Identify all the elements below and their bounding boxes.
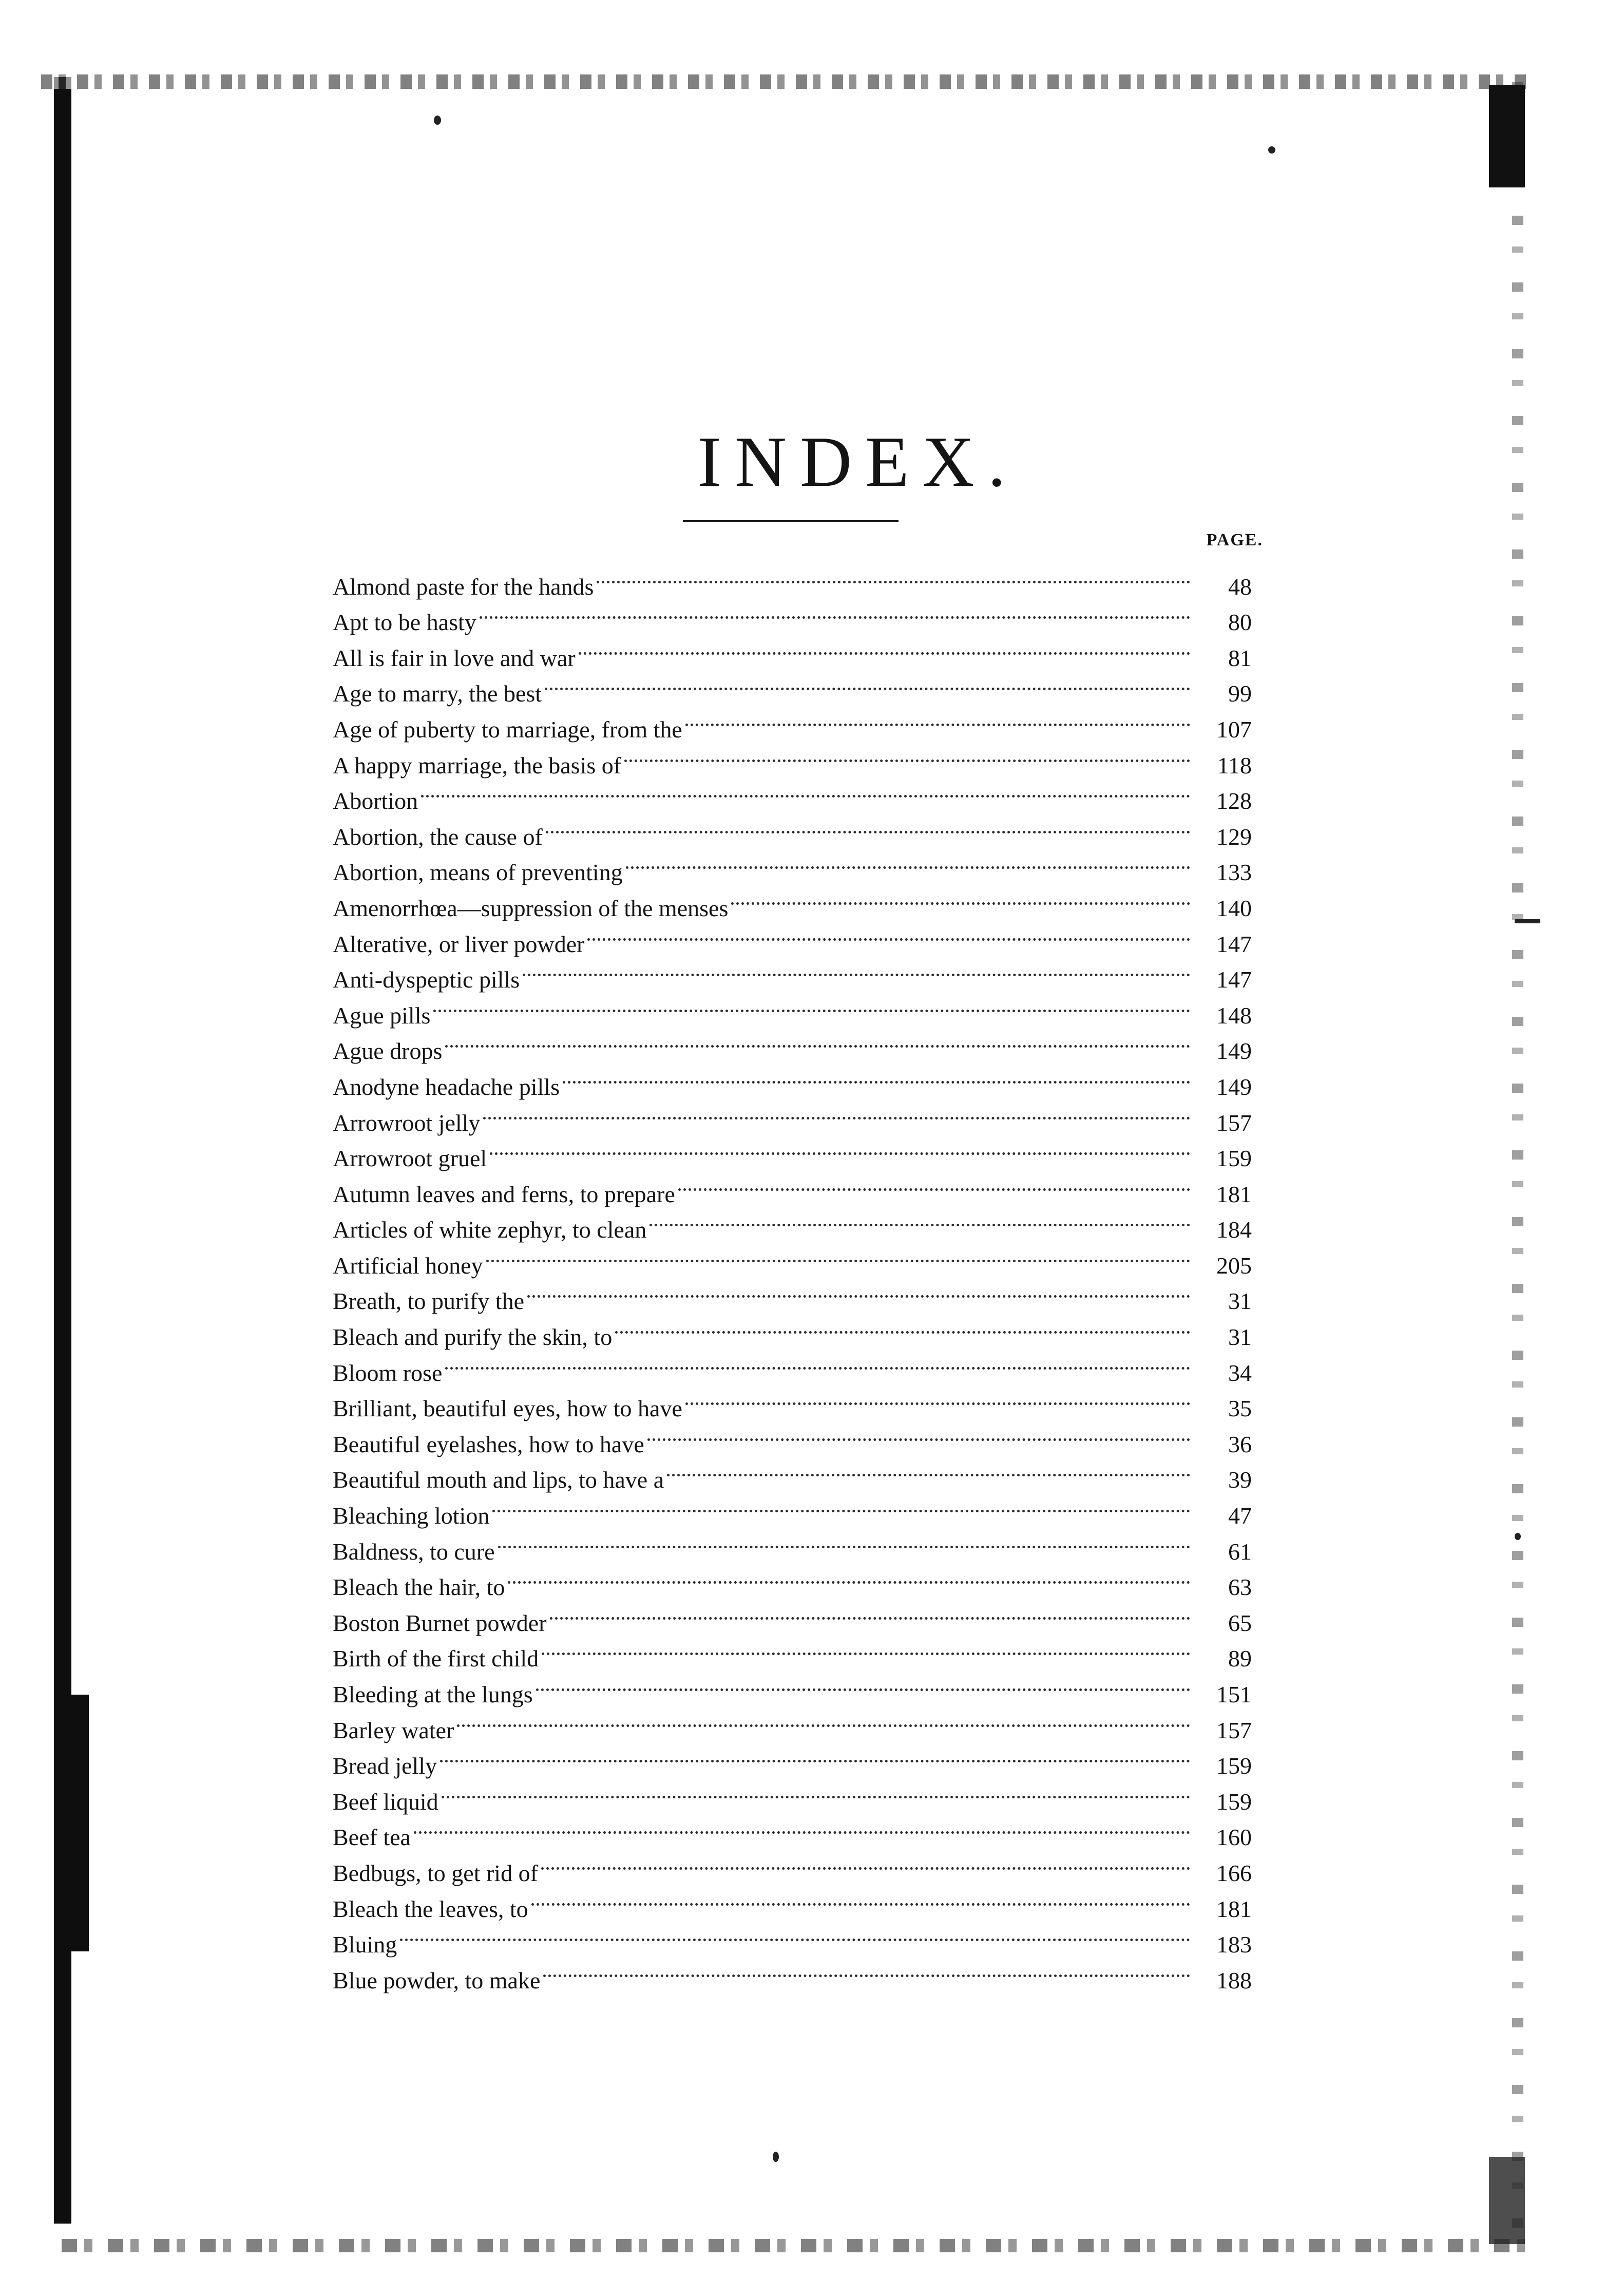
dot-leader — [626, 845, 1190, 881]
dot-leader — [445, 1023, 1190, 1059]
dot-leader — [678, 1166, 1190, 1202]
index-entry-page: 47 — [1228, 1503, 1252, 1529]
dot-leader — [498, 1524, 1190, 1560]
dot-leader — [508, 1560, 1190, 1596]
index-entry — [333, 1023, 1252, 1065]
index-entry — [333, 559, 1252, 600]
index-entry-label: Boston Burnet powder — [333, 1605, 550, 1641]
index-entry-label: Bleach and purify the skin, to — [333, 1319, 615, 1355]
index-entry-page: 159 — [1216, 1788, 1252, 1815]
index-entry-label: Anodyne headache pills — [333, 1069, 563, 1105]
index-entry — [333, 809, 1252, 850]
index-entry-label: Abortion, the cause of — [333, 819, 546, 855]
index-entry-label: Beef tea — [333, 1819, 414, 1855]
index-entry — [333, 1810, 1252, 1851]
index-entry-page: 89 — [1228, 1645, 1252, 1672]
index-entry-page: 181 — [1216, 1895, 1252, 1922]
dot-leader — [563, 1059, 1190, 1095]
index-entry-page: 36 — [1228, 1431, 1252, 1457]
index-entry-page: 133 — [1216, 859, 1252, 886]
index-entry — [333, 1702, 1252, 1743]
dot-leader — [457, 1702, 1190, 1738]
dot-leader — [400, 1917, 1190, 1953]
dot-leader — [421, 773, 1190, 809]
index-entry — [333, 1952, 1252, 1994]
index-entry-page: 188 — [1216, 1967, 1252, 1994]
index-entry-page: 65 — [1228, 1609, 1252, 1636]
index-entry-page: 48 — [1228, 573, 1252, 600]
index-entry — [333, 773, 1252, 814]
index-entry-page: 183 — [1216, 1931, 1252, 1958]
index-entry-label: Baldness, to cure — [333, 1534, 498, 1570]
dot-leader — [536, 1666, 1190, 1702]
index-entry-page: 39 — [1228, 1467, 1252, 1493]
index-entry-page: 118 — [1217, 752, 1252, 779]
index-entry — [333, 1774, 1252, 1815]
dot-leader — [442, 1774, 1190, 1810]
index-entry-page: 157 — [1216, 1717, 1252, 1743]
left-page-edge-notch — [71, 1695, 89, 1951]
dot-leader — [480, 595, 1190, 631]
index-entry-page: 159 — [1216, 1753, 1252, 1779]
index-entry-label: Breath, to purify the — [333, 1283, 527, 1319]
index-entry-label: Age to marry, the best — [333, 676, 545, 712]
index-entry-page: 205 — [1216, 1252, 1252, 1279]
bottom-page-edge — [62, 2239, 1530, 2252]
index-entry-page: 148 — [1216, 1002, 1252, 1029]
dot-leader — [523, 952, 1190, 988]
scan-speck — [1515, 919, 1540, 923]
index-entry-page: 149 — [1216, 1038, 1252, 1065]
index-entry-label: Beautiful mouth and lips, to have a — [333, 1462, 667, 1498]
dot-leader — [490, 1131, 1190, 1167]
index-entry-page: 63 — [1228, 1574, 1252, 1601]
dot-leader — [543, 1952, 1190, 1988]
index-entry-label: Bleach the leaves, to — [333, 1891, 531, 1927]
dot-leader — [685, 701, 1190, 737]
dot-leader — [546, 809, 1190, 845]
index-entry-label: Bread jelly — [333, 1748, 440, 1784]
index-entry-label: Bedbugs, to get rid of — [333, 1855, 541, 1891]
dot-leader — [550, 1595, 1190, 1631]
index-entry-page: 184 — [1216, 1217, 1252, 1243]
index-entry-label: Almond paste for the hands — [333, 569, 597, 605]
top-right-corner-shadow — [1489, 85, 1525, 187]
index-entry-page: 31 — [1228, 1288, 1252, 1315]
dot-leader — [579, 630, 1190, 666]
index-entry-page: 157 — [1216, 1109, 1252, 1136]
index-entry-page: 147 — [1216, 931, 1252, 957]
dot-leader — [445, 1345, 1190, 1381]
dot-leader — [667, 1452, 1190, 1488]
index-entry-page: 159 — [1216, 1145, 1252, 1172]
index-entry-page: 31 — [1228, 1324, 1252, 1351]
index-entry-page: 99 — [1228, 680, 1252, 707]
bottom-right-corner-shadow — [1489, 2157, 1525, 2244]
scan-speck — [434, 116, 441, 125]
scan-speck — [1515, 1533, 1521, 1540]
index-entry-label: Bleaching lotion — [333, 1498, 492, 1534]
index-entry-page: 149 — [1216, 1073, 1252, 1100]
index-entry-page: 160 — [1216, 1824, 1252, 1851]
index-entry-page: 129 — [1216, 823, 1252, 850]
dot-leader — [587, 916, 1190, 952]
index-entry — [333, 1059, 1252, 1100]
index-entry-page: 181 — [1216, 1181, 1252, 1207]
dot-leader — [440, 1738, 1190, 1774]
title-rule — [683, 520, 899, 522]
scan-speck — [773, 2152, 779, 2162]
dot-leader — [647, 1416, 1190, 1452]
dot-leader — [545, 666, 1190, 702]
index-entry-label: Anti-dyspeptic pills — [333, 962, 523, 998]
index-entry-label: All is fair in love and war — [333, 640, 579, 676]
right-page-edge — [1512, 82, 1523, 2239]
index-entry-label: Birth of the first child — [333, 1641, 542, 1677]
index-entry-label: Bleach the hair, to — [333, 1569, 508, 1605]
index-entry-label: Articles of white zephyr, to clean — [333, 1212, 649, 1248]
index-entry-label: Barley water — [333, 1713, 457, 1749]
dot-leader — [541, 1845, 1190, 1881]
index-entry-label: Brilliant, beautiful eyes, how to have — [333, 1391, 685, 1427]
dot-leader — [731, 880, 1190, 916]
scan-speck — [1268, 146, 1275, 154]
index-entry-page: 107 — [1216, 716, 1252, 743]
left-page-edge — [54, 77, 71, 2224]
index-entry — [333, 988, 1252, 1029]
index-entry-label: Beef liquid — [333, 1784, 442, 1820]
dot-leader — [624, 737, 1190, 773]
index-entry-page: 140 — [1216, 895, 1252, 921]
page-title: INDEX. — [697, 422, 1019, 502]
index-entry-label: Bleeding at the lungs — [333, 1677, 536, 1713]
index-entry-page: 166 — [1216, 1859, 1252, 1886]
index-entry-label: Bluing — [333, 1927, 400, 1963]
index-entry-label: Ague pills — [333, 998, 433, 1034]
page-column-header: PAGE. — [1206, 530, 1263, 549]
index-entry-page: 81 — [1228, 644, 1252, 671]
index-entry-label: Arrowroot gruel — [333, 1141, 490, 1176]
index-entry-label: Alterative, or liver powder — [333, 926, 587, 962]
index-entry-label: A happy marriage, the basis of — [333, 748, 624, 784]
index-entry-label: Blue powder, to make — [333, 1963, 543, 1999]
index-entry-label: Beautiful eyelashes, how to have — [333, 1427, 647, 1463]
index-entry-label: Amenorrhœa—suppression of the menses — [333, 890, 731, 926]
index-entry-page: 128 — [1216, 788, 1252, 814]
dot-leader — [649, 1202, 1190, 1238]
index-entry-page: 147 — [1216, 966, 1252, 993]
dot-leader — [615, 1309, 1190, 1345]
index-entry-label: Artificial honey — [333, 1248, 486, 1284]
index-entry-page: 80 — [1228, 609, 1252, 636]
dot-leader — [433, 988, 1190, 1023]
index-list — [333, 559, 1252, 1994]
index-entry — [333, 1845, 1252, 1886]
dot-leader — [486, 1238, 1190, 1274]
dot-leader — [597, 559, 1190, 595]
index-entry-label: Abortion, means of preventing — [333, 855, 626, 890]
index-entry-label: Autumn leaves and ferns, to prepare — [333, 1176, 678, 1212]
index-entry-label: Bloom rose — [333, 1355, 445, 1391]
dot-leader — [483, 1095, 1190, 1131]
dot-leader — [685, 1381, 1190, 1417]
index-entry-page: 151 — [1216, 1681, 1252, 1707]
index-entry-label: Apt to be hasty — [333, 604, 480, 640]
index-entry — [333, 1345, 1252, 1386]
dot-leader — [414, 1810, 1190, 1846]
dot-leader — [531, 1881, 1190, 1917]
index-entry — [333, 1381, 1252, 1422]
index-entry-page: 61 — [1228, 1538, 1252, 1565]
index-entry-label: Abortion — [333, 783, 421, 819]
index-entry-label: Arrowroot jelly — [333, 1105, 483, 1141]
dot-leader — [542, 1631, 1190, 1667]
index-entry-page: 35 — [1228, 1395, 1252, 1422]
index-entry — [333, 1738, 1252, 1779]
top-page-edge — [41, 74, 1530, 89]
index-entry-label: Ague drops — [333, 1033, 445, 1069]
dot-leader — [527, 1274, 1190, 1309]
dot-leader — [492, 1488, 1190, 1524]
index-entry-page: 34 — [1228, 1359, 1252, 1386]
index-entry-label: Age of puberty to marriage, from the — [333, 712, 685, 748]
index-entry — [333, 1917, 1252, 1958]
